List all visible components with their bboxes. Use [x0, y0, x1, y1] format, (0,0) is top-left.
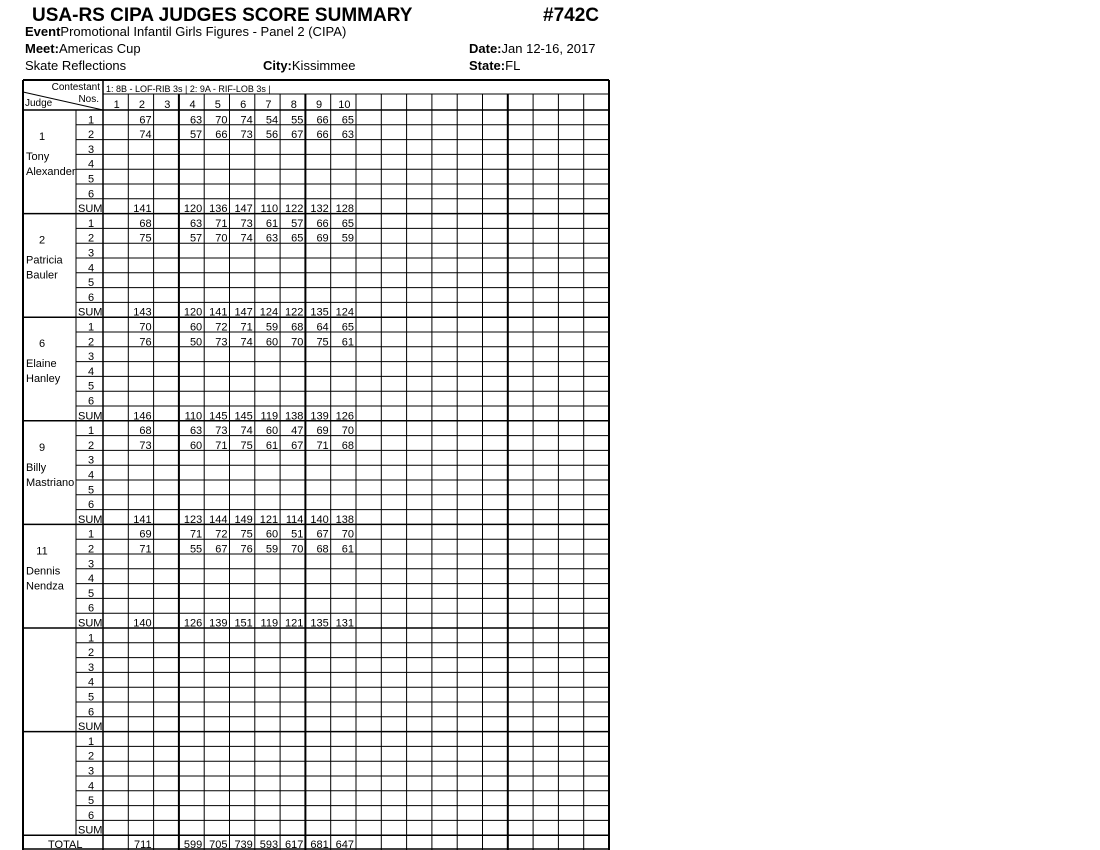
row-number: 4: [87, 262, 95, 275]
total-cell: 681: [310, 839, 329, 850]
score-cell: 71: [139, 543, 152, 556]
score-cell: 74: [240, 232, 253, 245]
row-number: 2: [87, 543, 95, 556]
event-value: Promotional Infantil Girls Figures - Panel 2 (CIPA): [60, 24, 347, 39]
total-cell: 705: [209, 839, 228, 850]
score-cell: 76: [139, 336, 152, 349]
score-cell: 69: [316, 425, 329, 438]
sum-label: SUM: [78, 824, 103, 837]
sum-cell: 141: [133, 513, 152, 526]
sum-cell: 141: [209, 306, 228, 319]
row-number: 2: [87, 647, 95, 660]
judge-first-name: Billy: [26, 461, 47, 474]
score-cell: 68: [139, 425, 152, 438]
score-cell: 65: [341, 321, 354, 334]
row-number: 2: [87, 129, 95, 142]
judge-last-name: Alexander: [26, 166, 76, 178]
sum-label: SUM: [78, 617, 103, 630]
row-number: 3: [87, 351, 95, 364]
score-cell: 65: [341, 217, 354, 230]
meet-value: Americas Cup: [58, 41, 141, 56]
judge-number: 6: [38, 338, 46, 351]
row-number: 2: [87, 336, 95, 349]
row-number: 2: [87, 750, 95, 763]
total-label: TOTAL: [48, 839, 83, 850]
row-number: 3: [87, 247, 95, 260]
row-number: 5: [87, 380, 95, 393]
score-cell: 74: [240, 336, 253, 349]
city-value: Kissimmee: [291, 58, 356, 73]
contestant-number: 10: [338, 99, 351, 111]
score-cell: 64: [316, 321, 329, 334]
row-number: 3: [87, 143, 95, 156]
score-cell: 61: [265, 439, 279, 452]
score-cell: 61: [265, 217, 279, 230]
score-cell: 74: [240, 114, 253, 127]
score-cell: 76: [240, 543, 253, 556]
score-cell: 72: [215, 528, 228, 541]
score-cell: 67: [215, 543, 228, 556]
score-cell: 60: [265, 336, 279, 349]
score-cell: 68: [316, 543, 329, 556]
score-cell: 71: [215, 217, 228, 230]
sum-cell: 138: [285, 410, 304, 423]
row-number: 6: [87, 809, 95, 822]
row-number: 5: [87, 691, 95, 704]
score-cell: 67: [139, 114, 152, 127]
total-cell: 593: [259, 839, 279, 850]
score-cell: 72: [215, 321, 228, 334]
score-cell: 68: [341, 439, 354, 452]
judge-last-name: Mastriano: [26, 476, 75, 489]
row-number: 1: [87, 632, 95, 645]
sum-cell: 122: [285, 306, 304, 319]
sum-cell: 146: [133, 410, 152, 423]
sum-cell: 138: [335, 513, 354, 526]
sum-cell: 140: [133, 617, 152, 630]
score-cell: 68: [139, 217, 152, 230]
sum-cell: 132: [310, 203, 329, 216]
row-number: 5: [87, 795, 95, 808]
score-cell: 73: [240, 217, 253, 230]
contestant-number: 1: [113, 99, 120, 111]
row-number: 4: [87, 365, 95, 378]
score-cell: 68: [291, 321, 304, 334]
judge-first-name: Elaine: [26, 358, 57, 371]
total-cell: 711: [134, 839, 152, 850]
judge-first-name: Dennis: [26, 565, 61, 578]
row-number: 6: [87, 395, 95, 408]
row-number: 2: [87, 232, 95, 245]
score-cell: 70: [215, 232, 228, 245]
state-value: FL: [505, 58, 521, 73]
score-cell: 55: [291, 114, 304, 127]
contestant-number: 7: [265, 99, 272, 111]
judge-number: 2: [38, 234, 46, 247]
score-cell: 75: [240, 439, 253, 452]
score-cell: 47: [291, 425, 304, 438]
sum-cell: 147: [234, 203, 253, 216]
score-cell: 61: [341, 336, 354, 349]
score-cell: 71: [316, 439, 329, 452]
total-cell: 739: [234, 839, 253, 850]
row-number: 5: [87, 484, 95, 497]
sum-cell: 126: [335, 410, 354, 423]
sum-cell: 121: [285, 617, 304, 630]
row-number: 1: [87, 321, 95, 334]
row-number: 6: [87, 706, 95, 719]
score-cell: 63: [265, 232, 279, 245]
judge-number: 1: [38, 131, 46, 143]
sum-cell: 144: [209, 513, 228, 526]
score-cell: 56: [265, 129, 279, 142]
score-cell: 75: [139, 232, 152, 245]
score-cell: 60: [265, 528, 279, 541]
row-number: 5: [87, 277, 95, 290]
contestant-number: 3: [164, 99, 171, 111]
sum-cell: 135: [310, 306, 329, 319]
row-number: 4: [87, 676, 95, 689]
sum-cell: 135: [310, 617, 329, 630]
score-cell: 50: [189, 336, 203, 349]
score-cell: 67: [291, 129, 304, 142]
row-number: 4: [87, 469, 95, 482]
judge-first-name: Tony: [26, 151, 50, 163]
contestant-number: 6: [240, 99, 247, 111]
row-number: 6: [87, 291, 95, 304]
score-cell: 73: [240, 129, 253, 142]
score-cell: 57: [189, 232, 203, 245]
date-value: Jan 12-16, 2017: [501, 41, 596, 56]
sum-cell: 145: [234, 410, 253, 423]
score-cell: 70: [139, 321, 152, 334]
score-cell: 60: [189, 439, 203, 452]
judge-number: 9: [38, 441, 46, 454]
sum-cell: 126: [183, 617, 203, 630]
contestant-number: 2: [138, 99, 146, 111]
score-cell: 65: [341, 114, 354, 127]
row-number: 1: [87, 114, 95, 127]
row-number: 4: [87, 158, 95, 171]
sum-label: SUM: [78, 721, 103, 734]
sum-label: SUM: [78, 410, 103, 423]
judge-last-name: Nendza: [26, 580, 64, 593]
judge-label: Judge: [25, 98, 53, 109]
sum-cell: 122: [285, 203, 304, 216]
sum-cell: 124: [335, 306, 354, 319]
row-number: 1: [87, 735, 95, 748]
page-title: USA-RS CIPA JUDGES SCORE SUMMARY: [32, 5, 413, 26]
row-number: 4: [87, 573, 95, 586]
score-cell: 71: [215, 439, 228, 452]
figures-note: 1: 8B - LOF-RIB 3s | 2: 9A - RIF-LOB 3s |: [106, 84, 271, 94]
nos-label: Nos.: [78, 94, 99, 105]
sum-cell: 141: [133, 203, 152, 216]
sum-cell: 136: [209, 203, 228, 216]
sum-cell: 124: [259, 306, 279, 319]
score-cell: 70: [341, 528, 354, 541]
sum-cell: 110: [184, 410, 203, 423]
score-cell: 75: [240, 528, 253, 541]
sum-label: SUM: [78, 513, 103, 526]
event-label: Event: [25, 24, 61, 39]
score-cell: 71: [189, 528, 203, 541]
row-number: 6: [87, 602, 95, 615]
form-code: #742C: [543, 5, 599, 26]
score-cell: 51: [291, 528, 304, 541]
sum-cell: 119: [260, 410, 279, 423]
row-number: 3: [87, 454, 95, 467]
score-cell: 66: [316, 129, 329, 142]
score-cell: 70: [341, 425, 354, 438]
sum-cell: 120: [183, 203, 203, 216]
score-cell: 57: [291, 217, 304, 230]
sum-cell: 110: [260, 203, 279, 216]
state-label: State:: [469, 58, 506, 73]
total-cell: 617: [285, 839, 304, 850]
sum-cell: 114: [285, 513, 304, 526]
total-cell: 647: [335, 839, 354, 850]
sum-label: SUM: [78, 306, 103, 319]
score-cell: 66: [316, 217, 329, 230]
city-label: City:: [263, 58, 292, 73]
score-cell: 66: [215, 129, 228, 142]
score-cell: 55: [189, 543, 203, 556]
score-cell: 60: [265, 425, 279, 438]
score-cell: 65: [291, 232, 304, 245]
contestant-number: 5: [214, 99, 221, 111]
score-cell: 59: [265, 321, 279, 334]
row-number: 5: [87, 587, 95, 600]
sum-label: SUM: [78, 203, 103, 216]
score-cell: 75: [316, 336, 329, 349]
row-number: 3: [87, 765, 95, 778]
meet-label: Meet:: [25, 41, 59, 56]
score-cell: 59: [341, 232, 354, 245]
score-cell: 59: [265, 543, 279, 556]
score-cell: 63: [189, 114, 203, 127]
judge-last-name: Hanley: [26, 373, 61, 386]
row-number: 3: [87, 558, 95, 571]
row-number: 6: [87, 499, 95, 512]
sum-cell: 123: [183, 513, 203, 526]
score-cell: 73: [139, 439, 152, 452]
club-name: Skate Reflections: [25, 58, 127, 73]
score-cell: 69: [139, 528, 152, 541]
sum-cell: 139: [209, 617, 228, 630]
sum-cell: 147: [234, 306, 253, 319]
score-cell: 66: [316, 114, 329, 127]
total-cell: 599: [183, 839, 203, 850]
score-cell: 74: [139, 129, 152, 142]
sum-cell: 149: [234, 513, 253, 526]
contestant-number: 4: [189, 99, 196, 111]
score-cell: 70: [291, 543, 304, 556]
sum-cell: 121: [259, 513, 279, 526]
score-cell: 54: [265, 114, 279, 127]
score-cell: 71: [240, 321, 253, 334]
score-cell: 70: [215, 114, 228, 127]
sum-cell: 139: [310, 410, 329, 423]
row-number: 1: [87, 528, 95, 541]
contestant-label: Contestant: [51, 82, 100, 93]
contestant-number: 9: [315, 99, 323, 111]
sum-cell: 143: [133, 306, 152, 319]
sum-cell: 151: [234, 617, 253, 630]
score-cell: 63: [189, 217, 203, 230]
sum-cell: 145: [209, 410, 228, 423]
score-cell: 60: [189, 321, 203, 334]
score-cell: 67: [316, 528, 329, 541]
score-cell: 69: [316, 232, 329, 245]
score-cell: 73: [215, 336, 228, 349]
row-number: 4: [87, 780, 95, 793]
score-cell: 70: [291, 336, 304, 349]
judge-first-name: Patricia: [26, 254, 63, 267]
row-number: 1: [87, 217, 95, 230]
judge-number: 11: [36, 545, 48, 558]
sum-cell: 131: [335, 617, 354, 630]
score-cell: 73: [215, 425, 228, 438]
score-cell: 61: [341, 543, 354, 556]
score-cell: 57: [189, 129, 203, 142]
row-number: 3: [87, 661, 95, 674]
sum-cell: 128: [335, 203, 354, 216]
date-label: Date:: [469, 41, 502, 56]
sum-cell: 120: [183, 306, 203, 319]
score-cell: 63: [189, 425, 203, 438]
score-cell: 74: [240, 425, 253, 438]
judge-last-name: Bauler: [26, 269, 58, 282]
contestant-number: 8: [290, 99, 297, 111]
sum-cell: 140: [310, 513, 329, 526]
row-number: 2: [87, 439, 95, 452]
score-cell: 67: [291, 439, 304, 452]
score-cell: 63: [341, 129, 354, 142]
row-number: 5: [87, 173, 95, 186]
sum-cell: 119: [260, 617, 279, 630]
row-number: 6: [87, 188, 95, 201]
row-number: 1: [87, 425, 95, 438]
